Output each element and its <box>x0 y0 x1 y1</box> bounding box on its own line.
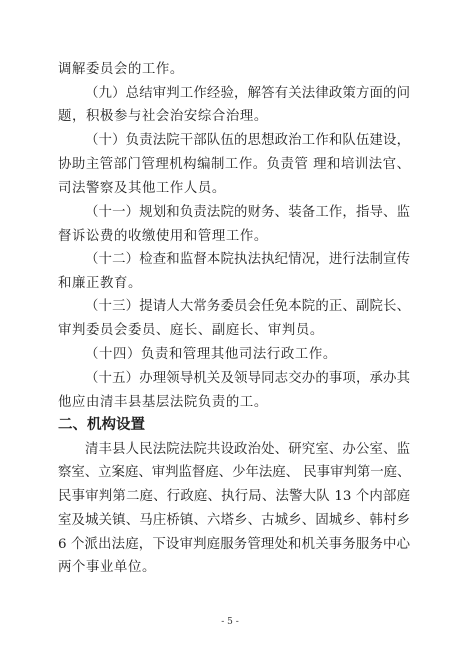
text-line: 调解委员会的工作。 <box>58 62 184 77</box>
text-line: 6 个派出法庭，下设审判庭服务管理处和机关事务服务中心 <box>58 536 410 552</box>
text-line: 室及城关镇、马庄桥镇、六塔乡、古城乡、固城乡、韩村乡 <box>58 512 410 528</box>
text-line: 民事审判第二庭、行政庭、执行局、法警大队 13 个内部庭 <box>58 489 410 505</box>
section-heading: 二、机构设置 <box>58 417 145 434</box>
text-line: 司法警察及其他工作人员。 <box>58 180 226 196</box>
text-line: （十五）办理领导机关及领导同志交办的事项，承办其 <box>85 370 410 386</box>
text-line: 清丰县人民法院法院共设政治处、研究室、办公室、监 <box>85 442 410 458</box>
text-line: （十三）提请人大常务委员会任免本院的正、副院长、 <box>85 299 410 315</box>
text-line: 两个事业单位。 <box>58 560 156 575</box>
text-line: 审判委员会委员、庭长、副庭长、审判员。 <box>58 323 324 339</box>
text-line: 他应由清丰县基层法院负责的工。 <box>58 394 268 410</box>
text-line: （九）总结审判工作经验，解答有关法律政策方面的问 <box>85 86 410 102</box>
text-line: 察室、立案庭、审判监督庭、少年法庭、 民事审判第一庭、 <box>58 465 411 481</box>
text-line: 协助主管部门管理机构编制工作。负责管 理和培训法官、 <box>58 156 410 172</box>
text-line: 和廉正教育。 <box>58 276 142 292</box>
text-line: 题，积极参与社会治安综合治理。 <box>58 109 268 125</box>
page-number: - 5 - <box>221 617 239 627</box>
text-line: （十）负责法院干部队伍的思想政治工作和队伍建设， <box>85 133 410 149</box>
text-line: 督诉讼费的收缴使用和管理工作。 <box>58 228 268 244</box>
text-line: （十二）检查和监督本院执法执纪情况，进行法制宣传 <box>85 252 410 268</box>
text-line: （十一）规划和负责法院的财务、装备工作，指导、监 <box>85 204 410 220</box>
text-line: （十四）负责和管理其他司法行政工作。 <box>85 347 337 363</box>
